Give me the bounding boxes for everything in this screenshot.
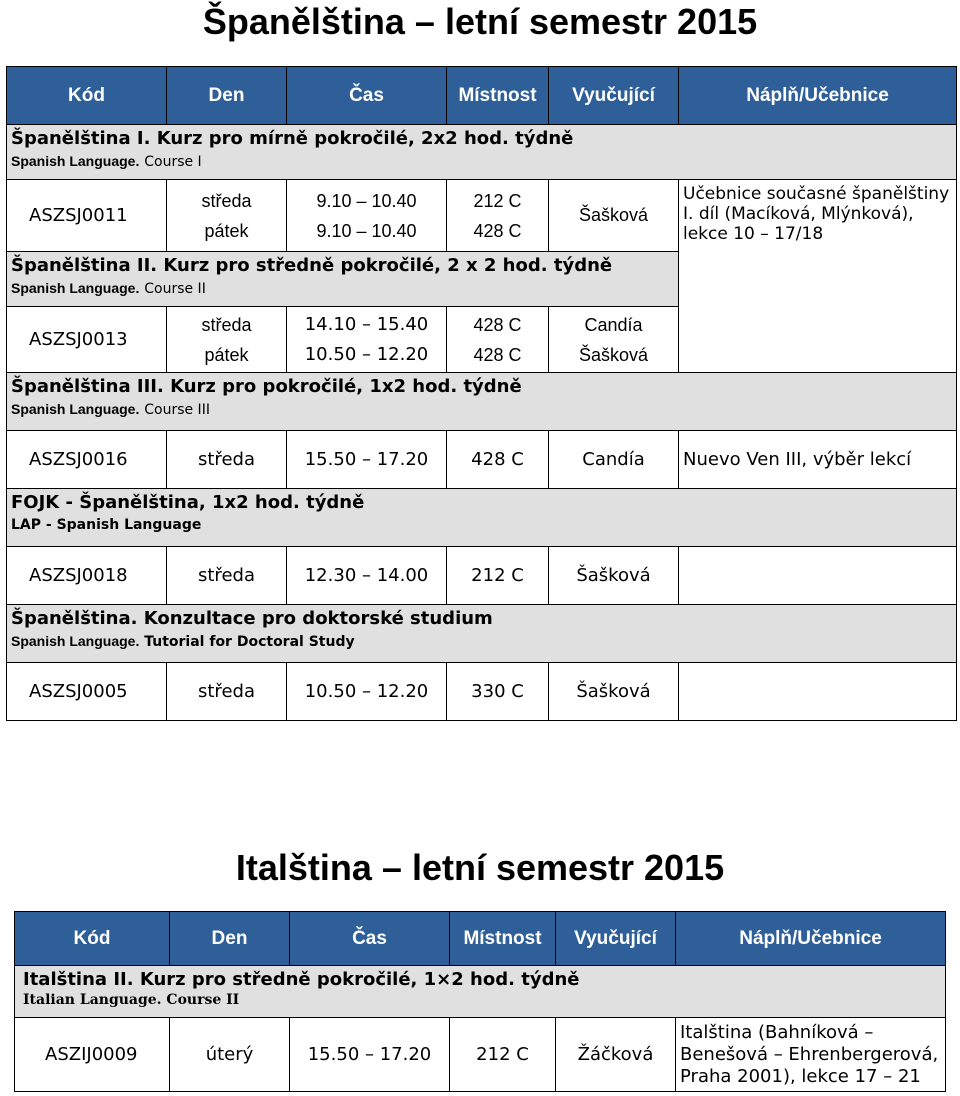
spanish-title: Španělština – letní semestr 2015 <box>202 1 758 42</box>
course-code: ASZSJ0016 <box>7 431 167 489</box>
header-cas: Čas <box>290 912 450 966</box>
header-mistnost: Místnost <box>450 912 556 966</box>
course-day: úterý <box>170 1018 290 1092</box>
course-room: 212 C <box>450 1018 556 1092</box>
course-time: 14.10 – 15.40 <box>304 313 429 335</box>
course-teacher: Šašková <box>549 180 679 252</box>
course-time: 9.10 – 10.40 <box>316 190 417 211</box>
header-cas: Čas <box>287 67 447 125</box>
course-teacher: Šašková <box>549 547 679 605</box>
section-heading <box>7 605 957 663</box>
course-days <box>167 307 287 373</box>
section-title-cz: Španělština II. Kurz pro středně pokročilé, 2 x 2 hod. týdně <box>11 255 613 276</box>
course-teacher: Žáčková <box>556 1018 676 1092</box>
course-code: ASZSJ0005 <box>7 663 167 721</box>
course-content: Nuevo Ven III, výběr lekcí <box>679 431 957 489</box>
course-rooms <box>447 180 549 252</box>
course-teacher: Šašková <box>549 663 679 721</box>
course-room: 212 C <box>473 190 522 211</box>
section-title-cz: Španělština I. Kurz pro mírně pokročilé, 2x2 hod. týdně <box>11 128 574 149</box>
course-day: pátek <box>204 344 249 365</box>
course-teacher: Šašková <box>578 344 649 365</box>
course-time: 15.50 – 17.20 <box>290 1018 450 1092</box>
course-room: 330 C <box>447 663 549 721</box>
section-title-en: LAP - Spanish Language <box>11 517 202 533</box>
course-time: 10.50 – 12.20 <box>304 343 429 365</box>
section-title-en-course: Course I <box>144 154 202 170</box>
section-title-en: Spanish Language. <box>11 633 140 649</box>
italian-schedule-table <box>14 911 946 1092</box>
spanish-schedule-table <box>6 66 957 721</box>
course-room: 212 C <box>447 547 549 605</box>
course-room: 428 C <box>473 220 522 241</box>
course-teachers <box>549 307 679 373</box>
course-teacher: Candía <box>584 314 643 335</box>
course-day: středa <box>167 663 287 721</box>
header-den: Den <box>167 67 287 125</box>
section-title-cz: Italština II. Kurz pro středně pokročilé, 1×2 hod. týdně <box>23 969 580 990</box>
header-kod: Kód <box>7 67 167 125</box>
header-napln: Náplň/Učebnice <box>679 67 957 125</box>
section-heading <box>15 966 946 1018</box>
course-room: 428 C <box>447 431 549 489</box>
section-row <box>7 373 957 431</box>
section-row <box>7 489 957 547</box>
section-title-cz: FOJK - Španělština, 1x2 hod. týdně <box>11 492 365 513</box>
section-row <box>7 605 957 663</box>
section-title-en-course: Tutorial for Doctoral Study <box>144 634 355 650</box>
course-time: 10.50 – 12.20 <box>287 663 447 721</box>
header-row <box>7 67 957 125</box>
section-title-en: Spanish Language. <box>11 401 140 417</box>
course-room: 428 C <box>473 344 522 365</box>
course-times <box>287 180 447 252</box>
section-title-en: Spanish Language. <box>11 153 140 169</box>
header-row <box>15 912 946 966</box>
header-vyucujici: Vyučující <box>549 67 679 125</box>
course-teacher: Candía <box>549 431 679 489</box>
section-row <box>7 125 957 180</box>
section-title-cz: Španělština III. Kurz pro pokročilé, 1x2 hod. týdně <box>11 376 522 397</box>
section-heading <box>7 125 957 180</box>
section-heading <box>7 489 957 547</box>
course-day: pátek <box>204 220 249 241</box>
course-row <box>7 180 957 252</box>
italian-title: Italština – letní semestr 2015 <box>235 847 725 888</box>
section-title-en-course: Course III <box>144 402 210 418</box>
section-title-cz: Španělština. Konzultace pro doktorské studium <box>11 608 493 629</box>
course-row <box>15 1018 946 1092</box>
header-vyucujici: Vyučující <box>556 912 676 966</box>
section-heading <box>7 373 957 431</box>
section-title-en: Italian Language. Course II <box>23 992 240 1008</box>
course-day: středa <box>201 190 252 211</box>
course-content: Italština (Bahníková – Benešová – Ehrenbergerová, Praha 2001), lekce 17 – 21 <box>676 1018 946 1092</box>
header-mistnost: Místnost <box>447 67 549 125</box>
course-code: ASZSJ0011 <box>7 180 167 252</box>
course-code: ASZSJ0018 <box>7 547 167 605</box>
course-day: středa <box>167 431 287 489</box>
course-times <box>287 307 447 373</box>
header-den: Den <box>170 912 290 966</box>
course-row <box>7 431 957 489</box>
course-code: ASZSJ0013 <box>7 307 167 373</box>
course-content <box>679 547 957 605</box>
section-title-en-course: Course II <box>144 281 206 297</box>
course-row <box>7 547 957 605</box>
section-title-en: Spanish Language. <box>11 280 140 296</box>
course-day: středa <box>201 314 252 335</box>
course-content <box>679 663 957 721</box>
course-day: středa <box>167 547 287 605</box>
course-row <box>7 663 957 721</box>
course-time: 15.50 – 17.20 <box>287 431 447 489</box>
course-room: 428 C <box>473 314 522 335</box>
header-kod: Kód <box>15 912 170 966</box>
section-heading <box>7 252 679 307</box>
course-time: 9.10 – 10.40 <box>316 220 417 241</box>
course-code: ASZIJ0009 <box>15 1018 170 1092</box>
section-row <box>15 966 946 1018</box>
course-days <box>167 180 287 252</box>
header-napln: Náplň/Učebnice <box>676 912 946 966</box>
course-content: Učebnice současné španělštiny I. díl (Macíková, Mlýnková), lekce 10 – 17/18 <box>679 180 957 373</box>
course-time: 12.30 – 14.00 <box>287 547 447 605</box>
course-rooms <box>447 307 549 373</box>
